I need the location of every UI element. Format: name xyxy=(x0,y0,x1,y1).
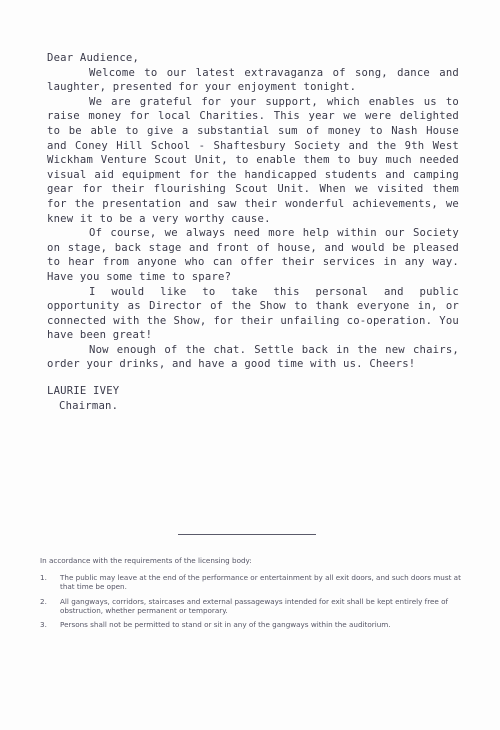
paragraph-welcome: Welcome to our latest extravaganza of song, dance and laughter, presented for your enjoyment tonight. xyxy=(47,66,459,94)
paragraph-help-wanted: Of course, we always need more help within our Society on stage, back stage and front of house, and would be pleased to hear from anyone who can offer their services in any way. Have you some time to spare? xyxy=(47,227,459,283)
paragraph-charities: We are grateful for your support, which enables us to raise money for local Charities. This year we were delighted to be able to give a substantial sum of money to Nash House and Coney Hill School - Shaftesbury Society and the 9th West Wickham Venture Scout Unit, to enable them to buy much needed visual aid equipment for the handicapped students and camping gear for their flourishing Scout Unit. When we visited them for the presentation and saw their wonderful achievements, we knew it to be a very worthy cause. xyxy=(47,95,459,225)
notice-item-number: 2. xyxy=(40,596,47,606)
notice-item-number: 3. xyxy=(40,620,47,630)
paragraph-closing: Now enough of the chat. Settle back in the new chairs, order your drinks, and have a good time with us. Cheers! xyxy=(47,343,459,371)
notice-item xyxy=(40,620,468,629)
notice-intro: In accordance with the requirements of the licensing body: xyxy=(40,556,252,565)
notice-item-text: The public may leave at the end of the performance or entertainment by all exit doors, and such doors must at that time be open. xyxy=(60,573,461,592)
notice-item-number: 1. xyxy=(40,573,47,583)
signature-name: LAURIE IVEY xyxy=(47,385,120,398)
notice-item xyxy=(40,597,468,615)
paragraph-thanks: I would like to take this personal and public opportunity as Director of the Show to thank everyone in, or connected with the Show, for their unfailing co-operation. You have been great! xyxy=(47,285,459,342)
notice-item-text: Persons shall not be permitted to stand or sit in any of the gangways within the auditorium. xyxy=(60,620,391,630)
divider-rule xyxy=(178,534,316,535)
licensing-notice xyxy=(40,556,468,634)
salutation: Dear Audience, xyxy=(47,52,140,64)
notice-item xyxy=(40,573,468,591)
signature-block xyxy=(47,384,459,413)
notice-item-text: All gangways, corridors, staircases and external passageways intended for exit shall be kept entirely free of obstruction, whether permanent or temporary. xyxy=(60,596,449,615)
signature-title: Chairman. xyxy=(59,399,119,412)
letter-body xyxy=(47,51,459,413)
